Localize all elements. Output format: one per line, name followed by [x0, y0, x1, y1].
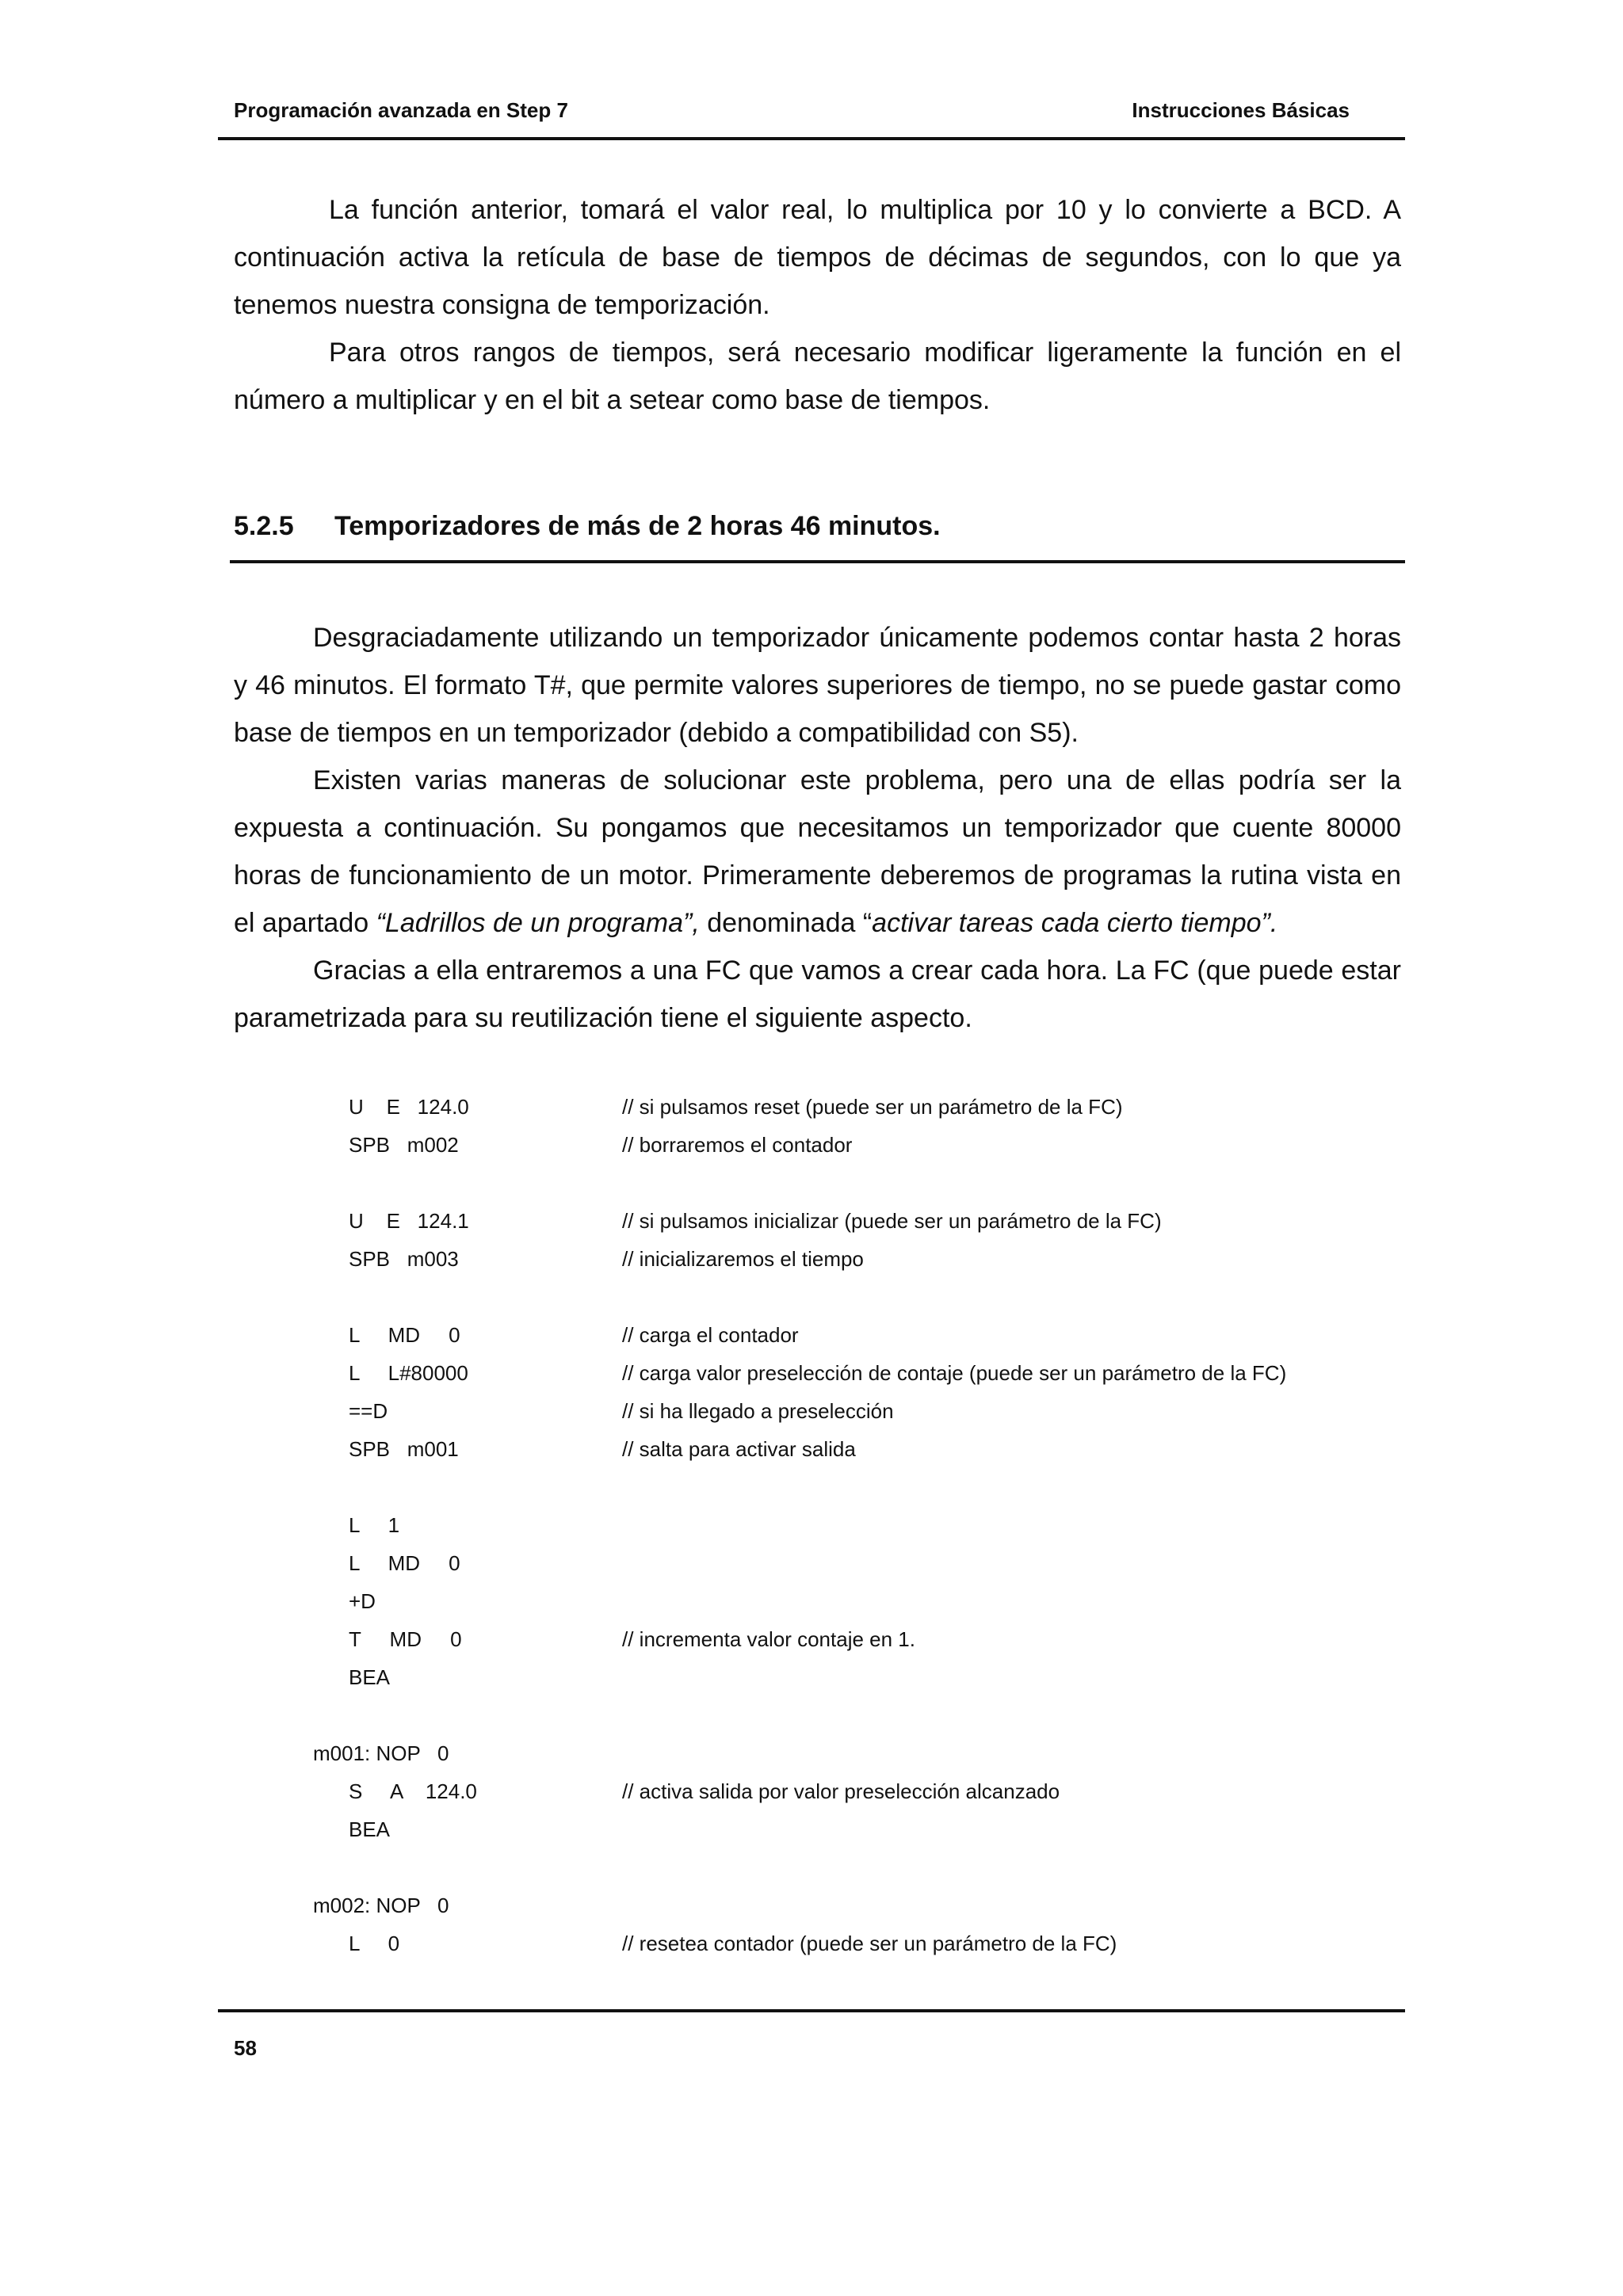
intro-paragraph-2: Para otros rangos de tiempos, será necesario modificar ligeramente la función en el número a multiplicar y en el bit a setear como base de tiempos.	[234, 338, 1401, 415]
code-label-line: m001: NOP 0	[313, 1741, 449, 1765]
section-title: Temporizadores de más de 2 horas 46 minutos.	[334, 511, 941, 541]
code-line: L MD 0	[349, 1551, 460, 1575]
code-line: BEA	[349, 1665, 391, 1689]
code-comment: // incrementa valor contaje en 1.	[622, 1627, 915, 1651]
body-paragraph-2-text-a: Existen varias maneras de solucionar este problema, pero una de ellas podría ser la expuesta a continuación. Su pongamos que necesitamos un temporizador que cuente 80000 horas de funcionamiento de un motor. Primeramente deberemos de programas la rutina vista en el apartado	[234, 765, 1401, 938]
section-number: 5.2.5	[234, 511, 294, 541]
body-paragraph-2-emphasis-2: activar tareas cada cierto tiempo”.	[872, 908, 1278, 938]
code-comment: // si pulsamos inicializar (puede ser un parámetro de la FC)	[622, 1209, 1162, 1233]
code-line: L L#80000	[349, 1361, 468, 1385]
code-line: SPB m002	[349, 1133, 459, 1157]
code-line: BEA	[349, 1817, 391, 1841]
code-line: +D	[349, 1589, 376, 1613]
code-line: L 0	[349, 1932, 400, 1955]
code-line: SPB m003	[349, 1247, 459, 1271]
body-paragraph-1: Desgraciadamente utilizando un temporizador únicamente podemos contar hasta 2 horas y 46 minutos. El formato T#, que permite valores superiores de tiempo, no se puede gastar como base de tiempos en un temporizador (debido a compatibilidad con S5).	[234, 623, 1401, 748]
code-line: SPB m001	[349, 1437, 459, 1461]
code-line: U E 124.1	[349, 1209, 469, 1233]
section-rule	[230, 560, 1405, 563]
code-line: ==D	[349, 1399, 388, 1423]
code-line: L MD 0	[349, 1323, 460, 1347]
code-comment: // si ha llegado a preselección	[622, 1399, 894, 1423]
code-comment: // carga valor preselección de contaje (puede ser un parámetro de la FC)	[622, 1361, 1287, 1385]
code-comment: // salta para activar salida	[622, 1437, 856, 1461]
intro-paragraph-1: La función anterior, tomará el valor real, lo multiplica por 10 y lo convierte a BCD. A continuación activa la retícula de base de tiempos de décimas de segundos, con lo que ya tenemos nuestra consigna de temporización.	[234, 195, 1401, 320]
code-line: T MD 0	[349, 1627, 462, 1651]
code-comment: // inicializaremos el tiempo	[622, 1247, 864, 1271]
body-paragraph-2-emphasis-1: “Ladrillos de un programa”,	[376, 908, 700, 938]
footer-rule	[218, 2009, 1405, 2012]
code-comment: // borraremos el contador	[622, 1133, 853, 1157]
code-line: L 1	[349, 1513, 400, 1537]
code-comment: // resetea contador (puede ser un parámetro de la FC)	[622, 1932, 1117, 1955]
body-paragraph-2	[234, 757, 1401, 947]
code-comment: // si pulsamos reset (puede ser un parámetro de la FC)	[622, 1095, 1123, 1119]
code-line: S A 124.0	[349, 1779, 477, 1803]
code-comment: // activa salida por valor preselección alcanzado	[622, 1779, 1060, 1803]
code-label-line: m002: NOP 0	[313, 1894, 449, 1917]
header-rule	[218, 137, 1405, 140]
running-header-chapter: Instrucciones Básicas	[1132, 98, 1350, 122]
body-paragraph-2-text-b: denominada “	[699, 908, 873, 938]
running-header-title: Programación avanzada en Step 7	[234, 98, 568, 122]
code-comment: // carga el contador	[622, 1323, 799, 1347]
code-line: U E 124.0	[349, 1095, 469, 1119]
page-number: 58	[234, 2036, 257, 2060]
body-paragraph-3: Gracias a ella entraremos a una FC que vamos a crear cada hora. La FC (que puede estar parametrizada para su reutilización tiene el siguiente aspecto.	[234, 955, 1401, 1033]
